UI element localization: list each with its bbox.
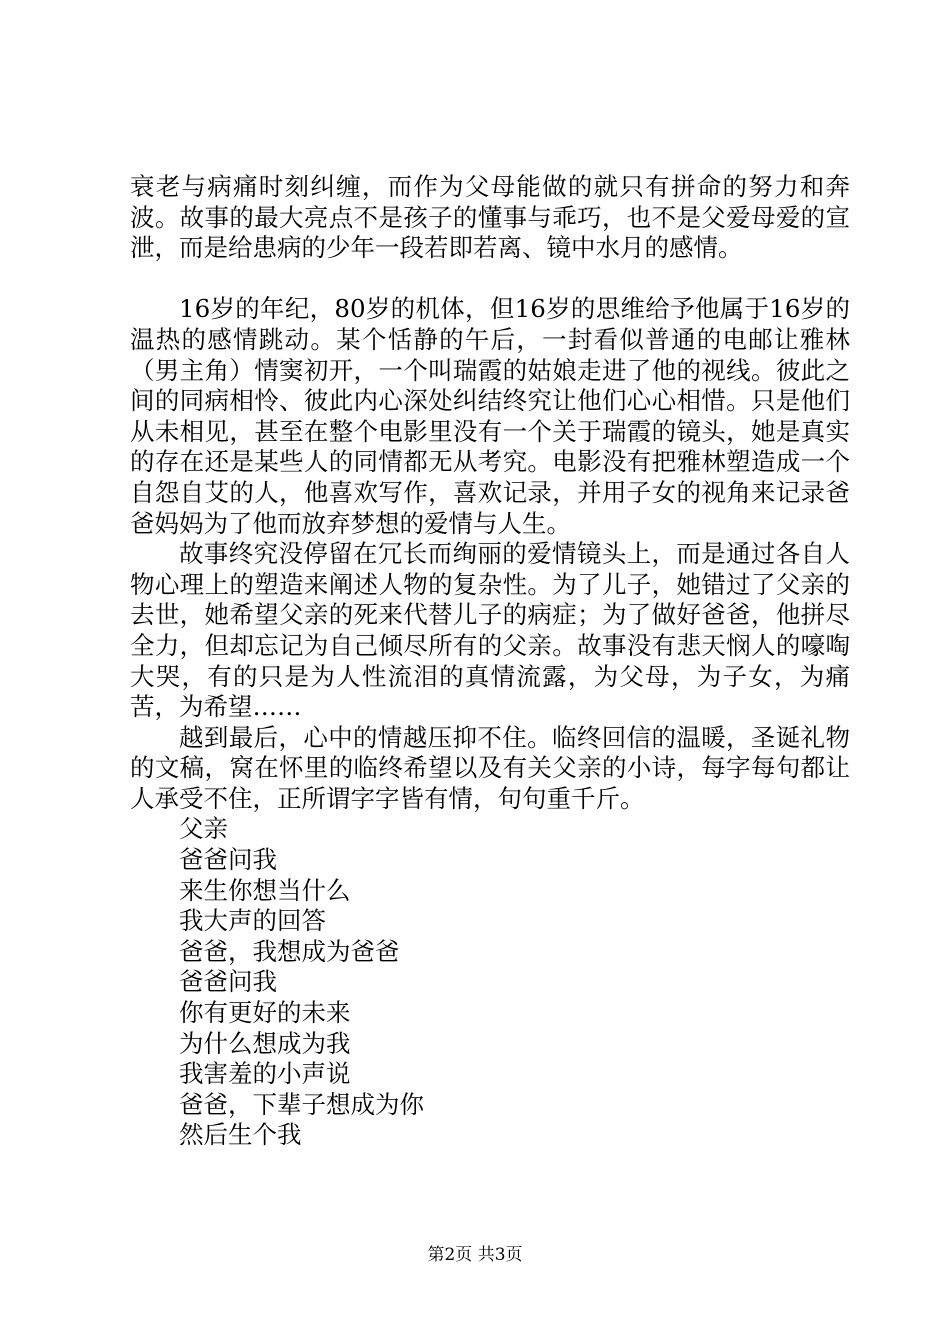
paragraph-spacer [130, 264, 850, 295]
poem-line: 为什么想成为我 [179, 1028, 351, 1058]
page-number-footer: 第2页 共3页 [427, 1245, 523, 1265]
poem-line: 来生你想当什么 [179, 875, 351, 905]
poem-line: 爸爸问我 [179, 967, 277, 997]
poem-line: 爸爸，下辈子想成为你 [179, 1089, 424, 1119]
poem-line: 我害羞的小声说 [179, 1059, 351, 1089]
poem-line: 我大声的回答 [179, 906, 326, 936]
poem-line: 你有更好的未来 [179, 998, 351, 1028]
poem [130, 814, 850, 1151]
paragraph-3: 故事终究没停留在冗长而绚丽的爱情镜头上，而是通过各自人物心理上的塑造来阐述人物的复杂性。为了儿子，她错过了父亲的去世，她希望父亲的死来代替儿子的病症；为了做好爸爸，他拼尽全力，但却忘记为自己倾尽所有的父亲。故事没有悲天悯人的嚎啕大哭，有的只是为人性流泪的真情流露，为父母，为子女，为痛苦，为希望…… [130, 539, 850, 722]
paragraph-4: 越到最后，心中的情越压抑不住。临终回信的温暖，圣诞礼物的文稿，窝在怀里的临终希望以及有关父亲的小诗，每字每句都让人承受不住，正所谓字字皆有情，句句重千斤。 [130, 722, 850, 813]
document-body [130, 172, 850, 1151]
poem-line: 爸爸，我想成为爸爸 [179, 936, 400, 966]
poem-line: 然后生个我 [179, 1120, 302, 1150]
paragraph-2: 16岁的年纪，80岁的机体，但16岁的思维给予他属于16岁的温热的感情跳动。某个恬静的午后，一封看似普通的电邮让雅林（男主角）情窦初开，一个叫瑞霞的姑娘走进了他的视线。彼此之间的同病相怜、彼此内心深处纠结终究让他们心心相惜。只是他们从未相见，甚至在整个电影里没有一个关于瑞霞的镜头，她是真实的存在还是某些人的同情都无从考究。电影没有把雅林塑造成一个自怨自艾的人，他喜欢写作，喜欢记录，并用子女的视角来记录爸爸妈妈为了他而放弃梦想的爱情与人生。 [130, 294, 850, 538]
poem-title: 父亲 [179, 814, 228, 844]
paragraph-1: 衰老与病痛时刻纠缠，而作为父母能做的就只有拼命的努力和奔波。故事的最大亮点不是孩子的懂事与乖巧，也不是父爱母爱的宣泄，而是给患病的少年一段若即若离、镜中水月的感情。 [130, 172, 850, 263]
poem-line: 爸爸问我 [179, 845, 277, 875]
